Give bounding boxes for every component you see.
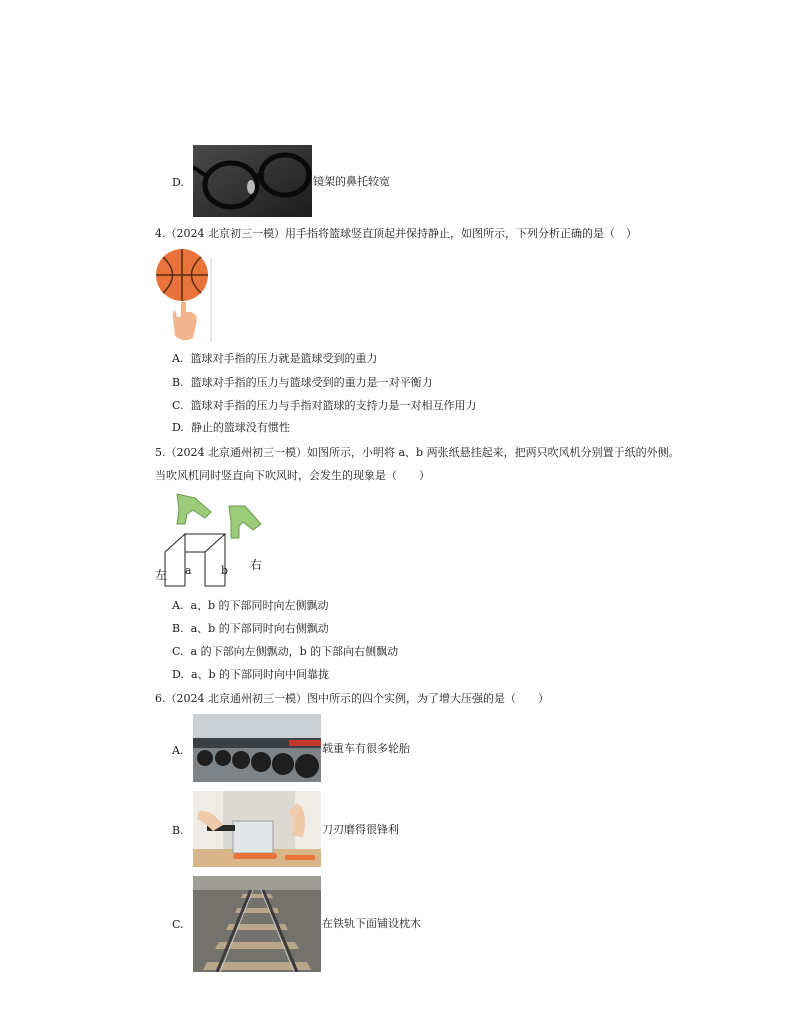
q6-option-b-text: 刀刃磨得很锋利: [322, 823, 399, 836]
q5-stem-line2: 当吹风机同时竖直向下吹风时，会发生的现象是（ ）: [155, 469, 430, 482]
q3-option-d-text: 镜架的鼻托较宽: [313, 175, 390, 188]
q6-option-a-letter: A.: [172, 744, 184, 757]
q5-option-c: C. a 的下部向左侧飘动，b 的下部向右侧飘动: [172, 645, 399, 658]
truck-photo: [193, 714, 321, 782]
hair-dryer-left-icon: [177, 494, 211, 524]
q5-option-a: A. a、b 的下部同时向左侧飘动: [172, 599, 329, 612]
q5-option-b: B. a、b 的下部同时向右侧飘动: [172, 622, 329, 635]
q6-option-a-text: 载重车有很多轮胎: [322, 742, 410, 755]
q6-stem: 6.（2024 北京通州初三一模）图中所示的四个实例，为了增大压强的是（ ）: [155, 692, 549, 705]
q4-stem: 4.（2024 北京初三一模）用手指将篮球竖直顶起并保持静止，如图所示，下列分析正确的是（ ）: [155, 227, 637, 240]
q5-option-d: D. a、b 的下部同时向中间靠拢: [172, 668, 330, 681]
paper-b-label: b: [221, 564, 229, 577]
glasses-photo: [193, 145, 312, 217]
hair-dryer-right-icon: [229, 506, 261, 538]
q4-option-c: C. 篮球对手指的压力与手指对篮球的支持力是一对相互作用力: [172, 399, 477, 412]
right-label: 右: [250, 558, 263, 572]
basketball-figure: [155, 248, 213, 344]
paper-a-label: a: [185, 564, 192, 577]
hand-icon: [173, 302, 197, 340]
knife-photo: [193, 791, 321, 867]
q4-option-d: D. 静止的篮球没有惯性: [172, 421, 290, 434]
q5-stem-line1: 5.（2024 北京通州初三一模）如图所示，小明将 a、b 两张纸悬挂起来，把两只吹风机分别置于纸的外侧。: [155, 446, 680, 459]
q4-option-a: A. 篮球对手指的压力就是篮球受到的重力: [172, 352, 378, 365]
q4-option-b: B. 篮球对手指的压力与篮球受到的重力是一对平衡力: [172, 376, 433, 389]
q6-option-b-letter: B.: [172, 824, 184, 837]
railway-photo: [193, 876, 321, 972]
left-label: 左: [155, 568, 168, 582]
q6-option-c-letter: C.: [172, 918, 184, 931]
hair-dryer-figure: [155, 490, 265, 590]
q6-option-c-text: 在铁轨下面铺设枕木: [322, 917, 421, 930]
q3-option-d-letter: D.: [172, 176, 184, 189]
